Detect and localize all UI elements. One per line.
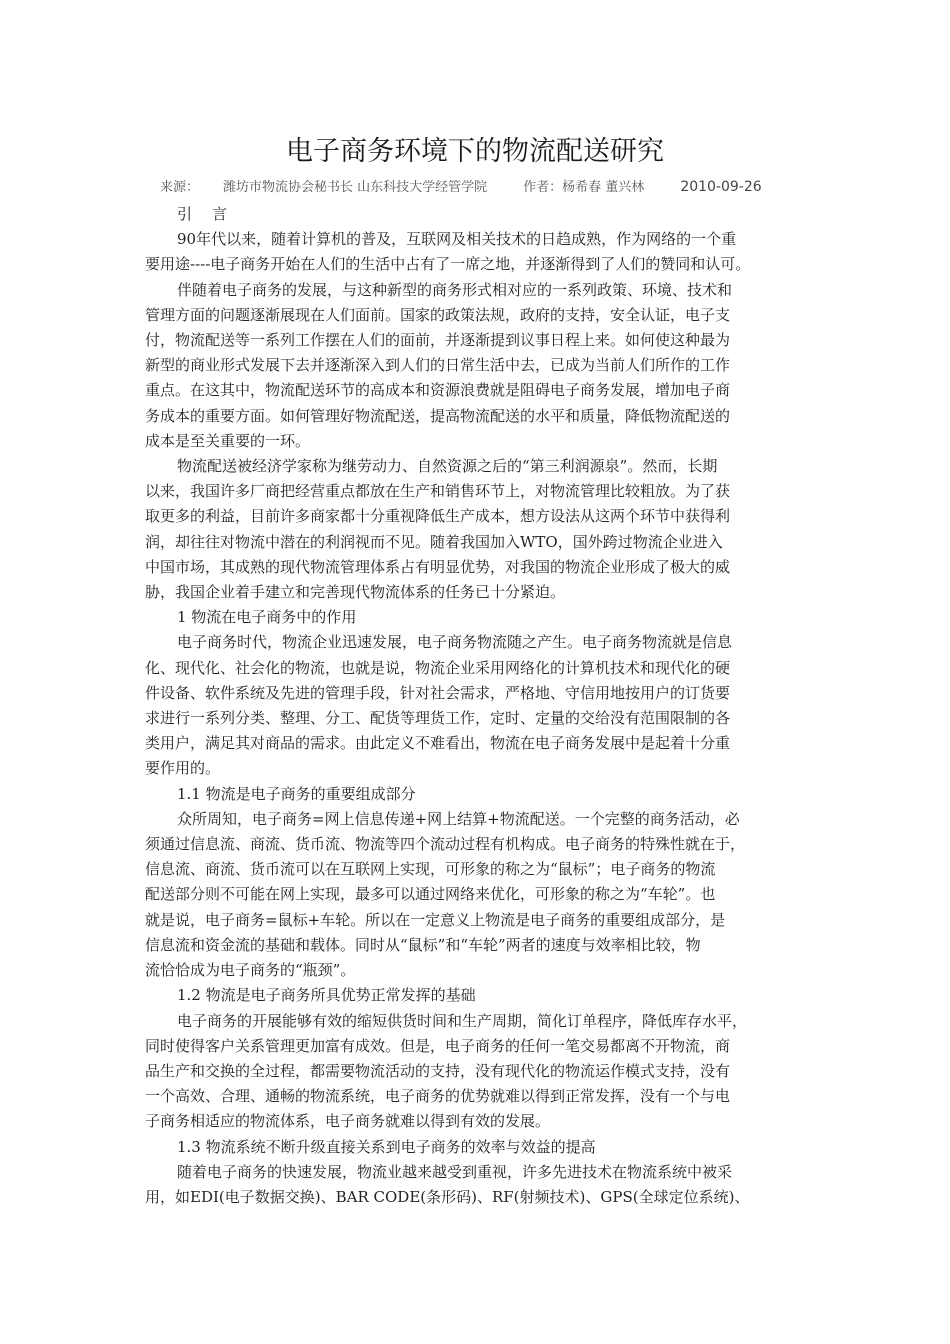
text-line: 求进行一系列分类、整理、分工、配货等理货工作，定时、定量的交给没有范围限制的各 <box>145 709 731 728</box>
text-line: 流恰恰成为电子商务的“瓶颈”。 <box>145 961 356 980</box>
text-line: 就是说，电子商务=鼠标+车轮。所以在一定意义上物流是电子商务的重要组成部分，是 <box>145 910 726 929</box>
text-line: 管理方面的问题逐渐展现在人们面前。国家的政策法规，政府的支持，安全认证，电子支 <box>145 305 731 324</box>
text-line: 众所周知，电子商务=网上信息传递+网上结算+物流配送。一个完整的商务活动，必 <box>177 809 740 828</box>
text-line: 件设备、软件系统及先进的管理手段，针对社会需求，严格地、守信用地按用户的订货要 <box>145 683 731 702</box>
paragraph-5 <box>145 807 817 983</box>
text-line: 成本是至关重要的一环。 <box>145 431 311 450</box>
text-line: 类用户，满足其对商品的需求。由此定义不难看出，物流在电子商务发展中是起着十分重 <box>145 734 731 753</box>
text-line: 物流配送被经济学家称为继劳动力、自然资源之后的“第三利润源泉”。然而，长期 <box>177 457 718 476</box>
text-line: 须通过信息流、商流、货币流、物流等四个流动过程有机构成。电子商务的特殊性就在于， <box>145 835 746 854</box>
article-title: 电子商务环境下的物流配送研究 <box>286 136 664 167</box>
text-line: 同时使得客户关系管理更加富有成效。但是，电子商务的任何一笔交易都离不开物流，商 <box>145 1036 731 1055</box>
text-line: 润，却往往对物流中潜在的利润视而不见。随着我国加入WTO，国外跨过物流企业进入 <box>145 532 723 551</box>
text-line: 重点。在这其中，物流配送环节的高成本和资源浪费就是阻碍电子商务发展，增加电子商 <box>145 381 731 400</box>
text-line: 要作用的。 <box>145 759 221 778</box>
text-line: 电子商务时代，物流企业迅速发展，电子商务物流随之产生。电子商务物流就是信息 <box>177 633 733 652</box>
text-line: 取更多的利益，目前许多商家都十分重视降低生产成本，想方设法从这两个环节中获得利 <box>145 507 731 526</box>
source-text: 潍坊市物流协会秘书长 山东科技大学经管学院 <box>223 180 488 195</box>
text-line: 以来，我国许多厂商把经营重点都放在生产和销售环节上，对物流管理比较粗放。为了获 <box>145 482 731 501</box>
source-label: 来源： <box>160 180 200 195</box>
paragraph-3 <box>145 454 817 605</box>
text-line: 伴随着电子商务的发展，与这种新型的商务形式相对应的一系列政策、环境、技术和 <box>177 280 733 299</box>
author-label: 作者： <box>523 180 563 195</box>
text-line: 中国市场，其成熟的现代物流管理体系占有明显优势，对我国的物流企业形成了极大的威 <box>145 557 731 576</box>
section-heading-1-3: 1.3 物流系统不断升级直接关系到电子商务的效率与效益的提高 <box>177 1137 596 1156</box>
paragraph-4 <box>145 630 817 781</box>
text-line: 付，物流配送等一系列工作摆在人们的面前，并逐渐提到议事日程上来。如何使这种最为 <box>145 331 731 350</box>
text-line: 胁，我国企业着手建立和完善现代物流体系的任务已十分紧迫。 <box>145 583 566 602</box>
paragraph-2 <box>145 278 817 454</box>
text-line: 品生产和交换的全过程，都需要物流活动的支持，没有现代化的物流运作模式支持，没有 <box>145 1061 731 1080</box>
article-meta <box>160 177 840 198</box>
publish-date: 2010-09-26 <box>680 179 762 195</box>
text-line: 随着电子商务的快速发展，物流业越来越受到重视，许多先进技术在物流系统中被采 <box>177 1162 733 1181</box>
text-line: 一个高效、合理、通畅的物流系统，电子商务的优势就难以得到正常发挥，没有一个与电 <box>145 1087 731 1106</box>
article-body <box>145 202 817 1210</box>
text-line: 电子商务的开展能够有效的缩短供货时间和生产周期，简化订单程序，降低库存水平， <box>177 1011 748 1030</box>
text-line: 要用途----电子商务开始在人们的生活中占有了一席之地，并逐渐得到了人们的赞同和认可。 <box>145 255 751 274</box>
text-line: 用，如EDI(电子数据交换)、BAR CODE(条形码)、RF(射频技术)、GPS(全球定位系统)、 <box>145 1187 750 1206</box>
section-heading-1-1: 1.1 物流是电子商务的重要组成部分 <box>177 784 416 803</box>
paragraph-1 <box>145 227 817 277</box>
section-heading-1-2: 1.2 物流是电子商务所具优势正常发挥的基础 <box>177 986 476 1005</box>
paragraph-6 <box>145 1009 817 1135</box>
text-line: 信息流和资金流的基础和载体。同时从“鼠标”和“车轮”两者的速度与效率相比较，物 <box>145 935 701 954</box>
text-line: 化、现代化、社会化的物流，也就是说，物流企业采用网络化的计算机技术和现代化的硬 <box>145 658 731 677</box>
text-line: 子商务相适应的物流体系，电子商务就难以得到有效的发展。 <box>145 1112 551 1131</box>
text-line: 90年代以来，随着计算机的普及，互联网及相关技术的日趋成熟，作为网络的一个重 <box>177 230 737 249</box>
section-heading-1: 1 物流在电子商务中的作用 <box>177 608 357 627</box>
text-line: 信息流、商流、货币流可以在互联网上实现，可形象的称之为“鼠标”；电子商务的物流 <box>145 860 716 879</box>
author-text: 杨希春 董兴林 <box>562 180 645 195</box>
text-line: 务成本的重要方面。如何管理好物流配送，提高物流配送的水平和质量，降低物流配送的 <box>145 406 731 425</box>
intro-heading: 引言 <box>177 205 248 223</box>
text-line: 新型的商业形式发展下去并逐渐深入到人们的日常生活中去，已成为当前人们所作的工作 <box>145 356 731 375</box>
paragraph-7 <box>145 1160 817 1210</box>
text-line: 配送部分则不可能在网上实现，最多可以通过网络来优化，可形象的称之为“车轮”。也 <box>145 885 716 904</box>
